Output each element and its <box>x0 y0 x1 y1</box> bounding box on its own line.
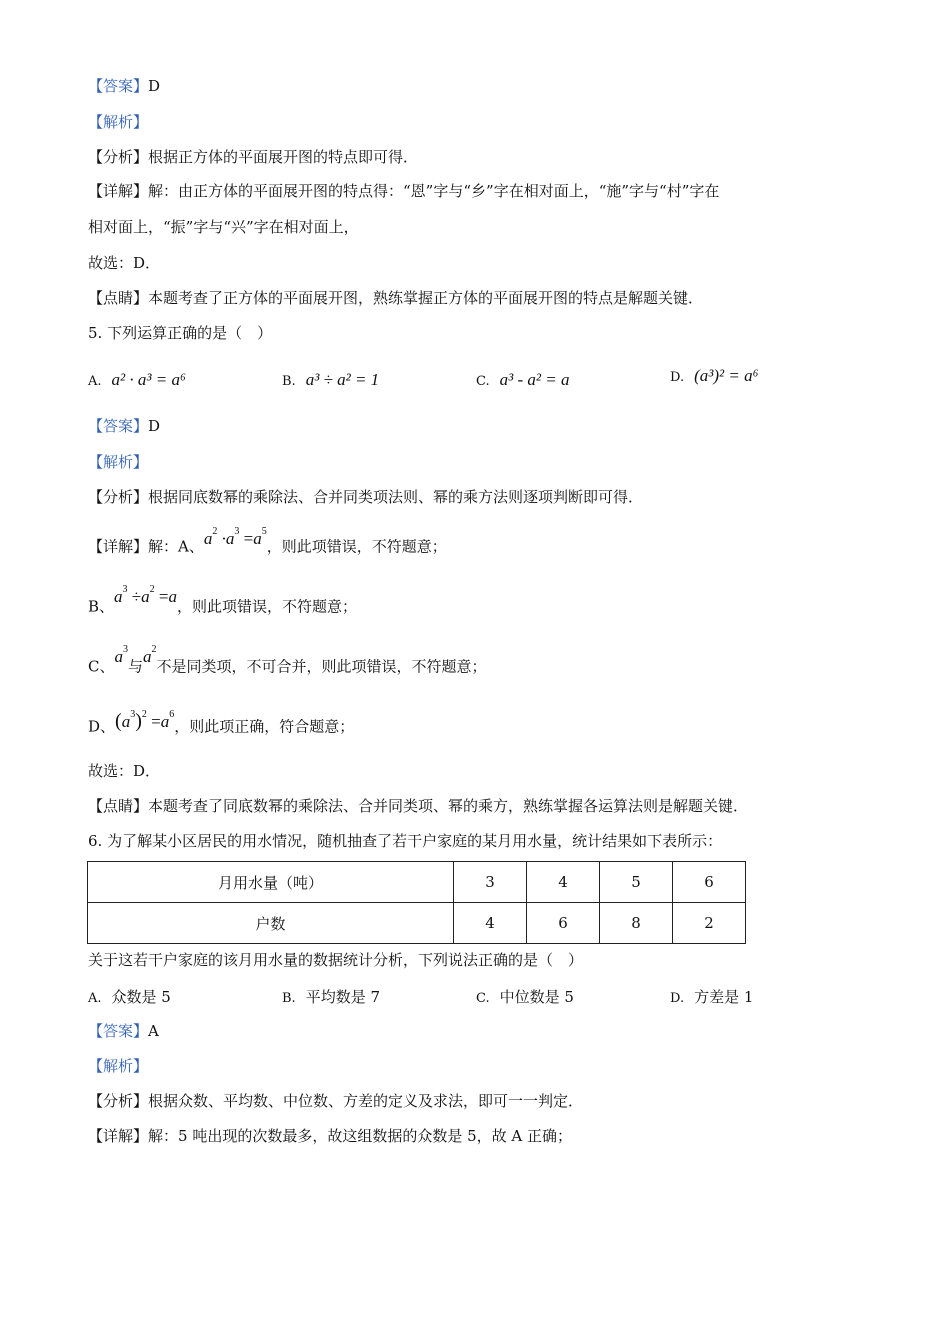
option-label: C. <box>476 991 490 1006</box>
q5-choose: 故选：D． <box>88 762 161 780</box>
xiangjie-tag: 【详解】 <box>88 182 149 200</box>
q4-analysis-tag: 【解析】 <box>88 113 149 131</box>
xiangjie-d-suffix: ，则此项正确，符合题意； <box>174 717 355 736</box>
xiangjie-c-expression-1: $a^3$ <box>114 644 128 666</box>
dianjing-text: 本题考查了同底数幂的乘除法、合并同类项、幂的乘方，熟练掌握各运算法则是解题关键． <box>148 797 749 815</box>
xiangjie-b-suffix: ，则此项错误，不符题意； <box>176 597 357 616</box>
q5-option-a[interactable] <box>88 370 186 390</box>
answer-value: D <box>148 77 161 95</box>
table-cell: 6 <box>527 903 600 944</box>
fenxi-text: 根据正方体的平面展开图的特点即可得． <box>148 148 419 166</box>
option-label: D. <box>670 370 685 385</box>
table-cell: 6 <box>673 862 746 903</box>
q5-xiangjie-b <box>88 584 357 617</box>
q5-option-b[interactable] <box>282 370 379 390</box>
q6-option-d[interactable] <box>670 986 753 1007</box>
fenxi-tag: 【分析】 <box>88 148 149 166</box>
table-row <box>88 903 746 944</box>
option-label: B. <box>282 374 296 389</box>
q5-option-d[interactable] <box>670 366 759 386</box>
q6-option-b[interactable] <box>282 986 380 1007</box>
q6-analysis-tag: 【解析】 <box>88 1057 149 1075</box>
table-row <box>88 862 746 903</box>
q5-xiangjie-a <box>88 526 447 557</box>
xiangjie-tag: 【详解】 <box>88 537 149 556</box>
fenxi-tag: 【分析】 <box>88 1092 149 1110</box>
q6-option-c[interactable] <box>476 986 574 1007</box>
q4-fenxi <box>88 147 418 167</box>
xiangjie-a-expression: $a^2 \cdot a^3 =a^5$ <box>203 526 267 548</box>
xiangjie-d-prefix: D、 <box>88 717 116 736</box>
q6-stem: 6. 为了解某小区居民的用水情况，随机抽查了若干户家庭的某月用水量，统计结果如下表所示： <box>88 832 723 850</box>
option-text: 方差是 1 <box>694 988 754 1006</box>
dianjing-text: 本题考查了正方体的平面展开图，熟练掌握正方体的平面展开图的特点是解题关键． <box>148 289 704 307</box>
option-label: A. <box>88 374 102 389</box>
table-cell: 8 <box>600 903 673 944</box>
q5-xiangjie-d <box>88 709 355 737</box>
option-expression: a³ - a² = a <box>499 370 570 389</box>
q5-dianjing <box>88 796 748 816</box>
xiangjie-a-prefix: 解：A、 <box>148 537 204 556</box>
q6-answer <box>88 1021 159 1041</box>
xiangjie-d-expression: $(a^3)^2 =a^6$ <box>115 709 175 732</box>
option-text: 中位数是 5 <box>499 988 574 1006</box>
xiangjie-b-prefix: B、 <box>88 597 115 616</box>
dianjing-tag: 【点睛】 <box>88 289 149 307</box>
table-header-cell: 户数 <box>88 903 454 944</box>
option-expression: a³ ÷ a² = 1 <box>305 370 380 389</box>
xiangjie-line1: 解：由正方体的平面展开图的特点得：“恩”字与“乡”字在相对面上，“施”字与“村”字在 <box>148 182 720 200</box>
q5-option-c[interactable] <box>476 370 569 390</box>
table-cell: 3 <box>454 862 527 903</box>
fenxi-text: 根据众数、平均数、中位数、方差的定义及求法，即可一一判定． <box>148 1092 584 1110</box>
table-header-cell: 月用水量（吨） <box>88 862 454 903</box>
table-cell: 2 <box>673 903 746 944</box>
xiangjie-a-suffix: ，则此项错误，不符题意； <box>266 537 447 556</box>
option-expression: (a³)² = a⁶ <box>694 366 759 385</box>
q4-answer <box>88 76 160 96</box>
q4-xiangjie-line2: 相对面上，“振”字与“兴”字在相对面上， <box>88 218 359 236</box>
xiangjie-c-prefix: C、 <box>88 657 115 676</box>
xiangjie-text: 解：5 吨出现的次数最多，故这组数据的众数是 5，故 A 正确； <box>148 1127 573 1145</box>
q4-choose: 故选：D． <box>88 254 161 272</box>
answer-tag: 【答案】 <box>88 77 149 95</box>
option-label: D. <box>670 991 685 1006</box>
xiangjie-c-mid: 与 <box>127 657 143 676</box>
table-cell: 5 <box>600 862 673 903</box>
dianjing-tag: 【点睛】 <box>88 797 149 815</box>
xiangjie-c-expression-2: $a^2$ <box>143 644 157 666</box>
xiangjie-tag: 【详解】 <box>88 1127 149 1145</box>
fenxi-tag: 【分析】 <box>88 488 149 506</box>
answer-tag: 【答案】 <box>88 1022 149 1040</box>
fenxi-text: 根据同底数幂的乘除法、合并同类项法则、幂的乘方法则逐项判断即可得． <box>148 488 644 506</box>
answer-value: A <box>148 1022 159 1040</box>
q6-option-a[interactable] <box>88 986 171 1007</box>
q6-question: 关于这若干户家庭的该月用水量的数据统计分析，下列说法正确的是（ ） <box>88 951 584 969</box>
answer-value: D <box>148 417 161 435</box>
q5-xiangjie-c <box>88 644 487 677</box>
q4-dianjing <box>88 288 703 308</box>
water-usage-table <box>87 861 746 944</box>
q5-stem: 5. 下列运算正确的是（ ） <box>88 324 273 342</box>
q5-answer <box>88 416 160 436</box>
q4-xiangjie <box>88 181 719 201</box>
option-text: 众数是 5 <box>111 988 171 1006</box>
xiangjie-c-suffix: 不是同类项，不可合并，则此项错误，不符题意； <box>156 657 487 676</box>
table-cell: 4 <box>454 903 527 944</box>
q6-xiangjie <box>88 1126 572 1146</box>
option-label: A. <box>88 991 102 1006</box>
q5-fenxi <box>88 487 643 507</box>
option-label: B. <box>282 991 296 1006</box>
option-text: 平均数是 7 <box>305 988 380 1006</box>
option-label: C. <box>476 374 490 389</box>
answer-tag: 【答案】 <box>88 417 149 435</box>
option-expression: a² · a³ = a⁶ <box>111 370 186 389</box>
table-cell: 4 <box>527 862 600 903</box>
q5-analysis-tag: 【解析】 <box>88 453 149 471</box>
q6-fenxi <box>88 1091 583 1111</box>
xiangjie-b-expression: $a^3 \div a^2 =a$ <box>114 584 177 606</box>
